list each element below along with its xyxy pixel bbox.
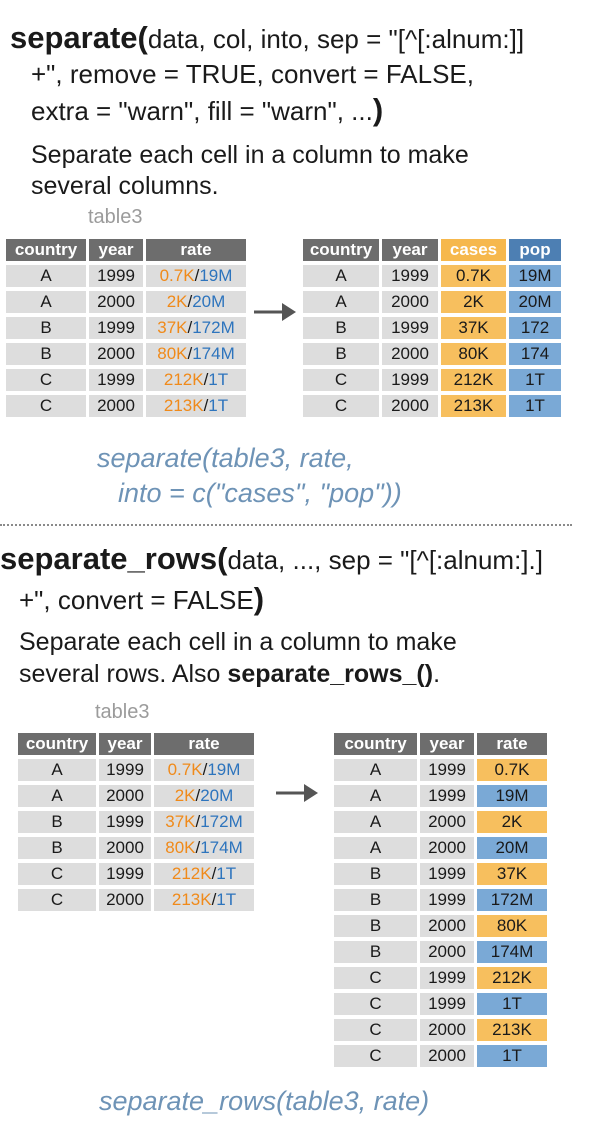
table-row [334, 889, 547, 911]
table3-label: table3 [95, 701, 150, 723]
table-row [334, 915, 547, 937]
cell-cases: 212K [441, 369, 506, 391]
cell-rate: 172M [477, 889, 547, 911]
column-header-country: country [303, 239, 379, 261]
cell-year: 2000 [420, 915, 474, 937]
cell-rate: 19M [477, 785, 547, 807]
cell-year: 2000 [99, 785, 151, 807]
cell-pop: 1T [509, 395, 561, 417]
cell-country: B [18, 837, 96, 859]
cell-country: B [303, 343, 379, 365]
right-arrow-icon [274, 780, 320, 806]
cell-year: 2000 [89, 343, 143, 365]
cell-cases: 37K [441, 317, 506, 339]
cell-country: C [18, 889, 96, 911]
cell-country: C [6, 369, 86, 391]
cell-country: B [18, 811, 96, 833]
separate-rows-args-line2: +", convert = FALSE [19, 585, 254, 615]
cell-pop: 1T [509, 369, 561, 391]
rate-cases-part: 37K [157, 318, 188, 337]
table-row [334, 759, 547, 781]
rate-separator: / [203, 396, 209, 415]
cell-rate: 37K [477, 863, 547, 885]
separate-rows-signature-line1 [0, 541, 543, 578]
column-header-year: year [89, 239, 143, 261]
cell-year: 2000 [99, 889, 151, 911]
column-header-country: country [6, 239, 86, 261]
cell-rate [154, 785, 254, 807]
table-row [334, 941, 547, 963]
cell-rate: 1T [477, 993, 547, 1015]
rate-separator: / [195, 838, 201, 857]
cell-country: B [303, 317, 379, 339]
rate-cases-part: 2K [166, 292, 188, 311]
table-row [303, 343, 561, 365]
cell-rate [146, 343, 246, 365]
cell-country: A [303, 265, 379, 287]
cell-country: B [334, 915, 417, 937]
cell-year: 2000 [99, 837, 151, 859]
separate-description-line2: several columns. [31, 172, 219, 200]
separate-rows-underscore-function: separate_rows_() [227, 660, 434, 688]
cell-country: C [334, 993, 417, 1015]
cell-year: 2000 [89, 395, 143, 417]
separate-signature-line1 [10, 20, 524, 57]
rate-separator: / [194, 266, 200, 285]
cell-country: B [334, 863, 417, 885]
cell-year: 2000 [420, 837, 474, 859]
cell-cases: 213K [441, 395, 506, 417]
separate-rows-signature-line2 [19, 581, 264, 618]
separate-input-table [3, 235, 249, 421]
table-header-row [334, 733, 547, 755]
cell-rate: 174M [477, 941, 547, 963]
rate-pop-part: 20M [200, 786, 234, 805]
cell-year: 1999 [420, 759, 474, 781]
table-header-row [6, 239, 246, 261]
table3-label: table3 [88, 206, 143, 228]
cell-rate [146, 265, 246, 287]
separate-rows-example: separate_rows(table3, rate) [99, 1086, 430, 1116]
cell-year: 2000 [382, 291, 438, 313]
rate-pop-part: 172M [192, 318, 235, 337]
cell-rate: 20M [477, 837, 547, 859]
table-row [18, 889, 254, 911]
separate-rows-output-table [331, 729, 550, 1071]
rate-cases-part: 213K [171, 890, 212, 909]
cell-rate [146, 291, 246, 313]
cell-country: B [334, 941, 417, 963]
cell-country: C [334, 1019, 417, 1041]
cell-year: 1999 [99, 811, 151, 833]
cell-rate [154, 759, 254, 781]
function-name-separate-rows: separate_rows( [0, 541, 228, 576]
cell-year: 1999 [420, 967, 474, 989]
table-row [334, 993, 547, 1015]
cell-country: C [303, 369, 379, 391]
column-header-rate: rate [154, 733, 254, 755]
cell-rate [154, 837, 254, 859]
table-row [18, 811, 254, 833]
table-row [303, 369, 561, 391]
rate-cases-part: 37K [165, 812, 196, 831]
rate-separator: / [211, 864, 217, 883]
separate-rows-args-line1: data, ..., sep = "[^[:alnum:].] [227, 545, 543, 575]
rate-pop-part: 1T [216, 864, 237, 883]
rate-cases-part: 212K [171, 864, 212, 883]
cell-rate [146, 395, 246, 417]
rate-cases-part: 80K [157, 344, 188, 363]
cell-year: 1999 [382, 317, 438, 339]
cell-country: A [334, 837, 417, 859]
column-header-rate: rate [146, 239, 246, 261]
rate-pop-part: 19M [207, 760, 241, 779]
cell-rate [154, 811, 254, 833]
rate-pop-part: 19M [199, 266, 233, 285]
cell-year: 2000 [420, 941, 474, 963]
rate-pop-part: 172M [200, 812, 243, 831]
cell-rate: 2K [477, 811, 547, 833]
cell-cases: 0.7K [441, 265, 506, 287]
cell-rate [154, 889, 254, 911]
rate-cases-part: 213K [163, 396, 204, 415]
rate-cases-part: 0.7K [159, 266, 195, 285]
rate-separator: / [202, 760, 208, 779]
separate-rows-description-line1: Separate each cell in a column to make [19, 628, 457, 656]
table-row [334, 1045, 547, 1067]
table-row [6, 343, 246, 365]
table-row [18, 785, 254, 807]
separate-output-table [300, 235, 564, 421]
table-row [334, 1019, 547, 1041]
cell-rate: 80K [477, 915, 547, 937]
right-arrow-icon [252, 299, 298, 325]
separate-rows-description-line2 [19, 658, 440, 690]
table-row [334, 863, 547, 885]
separate-close-paren: ) [372, 92, 384, 127]
cell-country: A [18, 759, 96, 781]
cell-year: 2000 [382, 395, 438, 417]
separate-example-line2: into = c("cases", "pop")) [118, 478, 402, 508]
cell-country: A [334, 785, 417, 807]
cell-country: C [18, 863, 96, 885]
cell-country: B [6, 317, 86, 339]
table-row [6, 291, 246, 313]
rate-pop-part: 20M [192, 292, 226, 311]
table-row [18, 863, 254, 885]
cell-rate: 1T [477, 1045, 547, 1067]
separate-description-line1: Separate each cell in a column to make [31, 141, 469, 169]
cell-year: 1999 [99, 759, 151, 781]
cell-rate [146, 317, 246, 339]
column-header-year: year [420, 733, 474, 755]
cell-year: 1999 [420, 863, 474, 885]
column-header-country: country [18, 733, 96, 755]
table-row [334, 811, 547, 833]
rate-separator: / [187, 344, 193, 363]
cell-cases: 2K [441, 291, 506, 313]
cell-country: C [303, 395, 379, 417]
column-header-year: year [382, 239, 438, 261]
function-name-separate: separate( [10, 20, 148, 55]
cell-pop: 172 [509, 317, 561, 339]
cell-country: A [6, 291, 86, 313]
cell-year: 1999 [89, 317, 143, 339]
cell-year: 1999 [382, 369, 438, 391]
cell-year: 2000 [382, 343, 438, 365]
rate-pop-part: 1T [208, 396, 229, 415]
cell-pop: 19M [509, 265, 561, 287]
cell-year: 1999 [89, 369, 143, 391]
cell-country: A [303, 291, 379, 313]
rate-pop-part: 174M [192, 344, 235, 363]
cell-year: 1999 [382, 265, 438, 287]
cell-country: A [334, 811, 417, 833]
separate-rows-input-table [15, 729, 257, 915]
rate-cases-part: 2K [174, 786, 196, 805]
cell-year: 2000 [420, 811, 474, 833]
table-row [18, 759, 254, 781]
cell-cases: 80K [441, 343, 506, 365]
table-row [303, 395, 561, 417]
cell-pop: 20M [509, 291, 561, 313]
table-header-row [18, 733, 254, 755]
cell-year: 1999 [420, 785, 474, 807]
rate-separator: / [187, 292, 193, 311]
column-header-year: year [99, 733, 151, 755]
cell-year: 2000 [420, 1019, 474, 1041]
separate-example-line1: separate(table3, rate, [97, 443, 354, 473]
column-header-country: country [334, 733, 417, 755]
cell-year: 1999 [420, 993, 474, 1015]
table-row [6, 395, 246, 417]
table-row [303, 317, 561, 339]
cell-pop: 174 [509, 343, 561, 365]
table-row [18, 837, 254, 859]
cell-country: A [6, 265, 86, 287]
cell-country: A [18, 785, 96, 807]
table-row [303, 265, 561, 287]
column-header-rate: rate [477, 733, 547, 755]
cell-rate [146, 369, 246, 391]
cell-country: C [334, 1045, 417, 1067]
table-header-row [303, 239, 561, 261]
rate-separator: / [187, 318, 193, 337]
table-row [6, 369, 246, 391]
cell-rate: 213K [477, 1019, 547, 1041]
cell-year: 1999 [99, 863, 151, 885]
column-header-pop: pop [509, 239, 561, 261]
rate-separator: / [195, 812, 201, 831]
rate-separator: / [203, 370, 209, 389]
rate-cases-part: 80K [165, 838, 196, 857]
cell-year: 1999 [89, 265, 143, 287]
cell-year: 1999 [420, 889, 474, 911]
separate-args-line3: extra = "warn", fill = "warn", ... [31, 96, 373, 126]
cell-country: A [334, 759, 417, 781]
cell-year: 2000 [420, 1045, 474, 1067]
table-row [6, 265, 246, 287]
column-header-cases: cases [441, 239, 506, 261]
rate-pop-part: 1T [208, 370, 229, 389]
cell-country: B [6, 343, 86, 365]
section-divider [0, 524, 572, 526]
cell-country: C [334, 967, 417, 989]
separate-args-line2: +", remove = TRUE, convert = FALSE, [31, 59, 474, 89]
table-row [303, 291, 561, 313]
table-row [334, 837, 547, 859]
description-period: . [433, 660, 441, 688]
cell-rate: 0.7K [477, 759, 547, 781]
separate-rows-close-paren: ) [253, 581, 265, 616]
rate-cases-part: 212K [163, 370, 204, 389]
rate-separator: / [195, 786, 201, 805]
cell-year: 2000 [89, 291, 143, 313]
rate-pop-part: 1T [216, 890, 237, 909]
rate-pop-part: 174M [200, 838, 243, 857]
table-row [334, 967, 547, 989]
rate-cases-part: 0.7K [167, 760, 203, 779]
separate-signature-line3 [31, 92, 383, 129]
table-row [334, 785, 547, 807]
table-row [6, 317, 246, 339]
rate-separator: / [211, 890, 217, 909]
cell-rate: 212K [477, 967, 547, 989]
description-text: several rows. Also [19, 660, 228, 688]
cell-rate [154, 863, 254, 885]
cell-country: C [6, 395, 86, 417]
cell-country: B [334, 889, 417, 911]
separate-args-line1: data, col, into, sep = "[^[:alnum:]] [147, 24, 525, 54]
